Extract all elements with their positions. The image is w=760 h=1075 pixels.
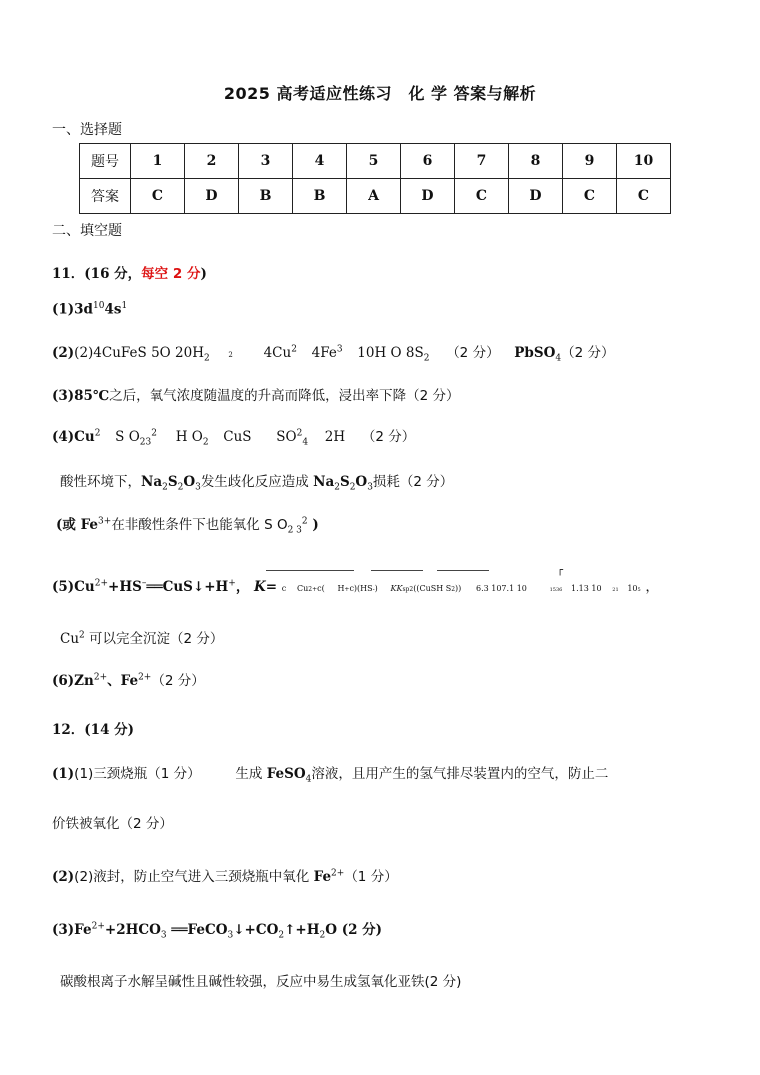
section-heading-choice: 一、选择题 bbox=[52, 122, 122, 138]
table-cell: C bbox=[455, 179, 509, 214]
q11-part5: $(5)Cu^{2+}+HS^-══CuS↓+H^+$， K= c Cu2+c( H+c)(HS-) KKsp2((CuSH S2)) 6.3 107.1 10 1536 1.13 10 21 105 ， bbox=[52, 578, 659, 595]
q11-part4: (4)Cu$^2$ S $O_{23}^2$ H $O_2$ CuS $SO^2_4$ 2H （2 分） bbox=[52, 428, 416, 448]
table-cell: D bbox=[185, 179, 239, 214]
bracket-mark: ┌ bbox=[557, 565, 564, 576]
q11-part6: $(6)Zn^{2+}$、$Fe^{2+}(2$ 分） bbox=[52, 672, 205, 689]
table-cell: C bbox=[563, 179, 617, 214]
table-cell: 10 bbox=[617, 144, 671, 179]
page-title: 2025 高考适应性练习 化 学 答案与解析 bbox=[223, 84, 537, 103]
table-row-label: 题号 bbox=[80, 144, 131, 179]
q11-part3: (3)85℃之后，氧气浓度随温度的升高而降低，浸出率下降（2 分） bbox=[52, 388, 460, 404]
q12-part1-cont: 价铁被氧化（2 分） bbox=[52, 816, 173, 832]
table-cell: 6 bbox=[401, 144, 455, 179]
table-row-numbers bbox=[80, 144, 671, 179]
section-heading-fill: 二、填空题 bbox=[52, 223, 122, 239]
q11-part5-conclusion: Cu$^2$ 可以完全沉淀（2 分） bbox=[60, 630, 224, 647]
table-cell: A bbox=[347, 179, 401, 214]
table-cell: B bbox=[293, 179, 347, 214]
table-cell: 9 bbox=[563, 144, 617, 179]
table-cell: 2 bbox=[185, 144, 239, 179]
q12-part3: $(3)Fe^{2+}+2HCO_3$ $══FeCO_3↓+CO_2↑+H_2O$ (2 分) bbox=[52, 921, 383, 941]
q11-part4-explain: 酸性环境下，$Na_2S_2O_3$发生歧化反应造成 $Na_2S_2O_3$损耗（2 分） bbox=[60, 474, 454, 493]
table-cell: 5 bbox=[347, 144, 401, 179]
table-cell: C bbox=[131, 179, 185, 214]
q12-heading: 12．(14 分) bbox=[52, 722, 135, 738]
fraction-bar bbox=[266, 570, 354, 571]
table-cell: 1 bbox=[131, 144, 185, 179]
table-cell: 4 bbox=[293, 144, 347, 179]
answer-table bbox=[79, 143, 671, 214]
q12-part2: (2)(2)液封，防止空气进入三颈烧瓶中氧化 $Fe^{2+}(1$ 分） bbox=[52, 868, 398, 885]
table-cell: 3 bbox=[239, 144, 293, 179]
table-row-answers bbox=[80, 179, 671, 214]
table-cell: C bbox=[617, 179, 671, 214]
table-cell: D bbox=[509, 179, 563, 214]
q11-part1: $(1)3d^{10}4s^1$ bbox=[52, 301, 128, 318]
table-cell: 8 bbox=[509, 144, 563, 179]
q12-part1: (1)(1)三颈烧瓶（1 分） 生成 FeSO$_4$溶液，且用产生的氢气排尽装置内的空气，防止二 bbox=[52, 766, 609, 785]
q11-part2: (2)(2)4CuFeS 5O $20H_2$ 2 4Cu$^2$ 4Fe$^3$ 10H O $8S_2$ （2 分） PbSO$_4$（2 分） bbox=[52, 344, 615, 364]
table-cell: B bbox=[239, 179, 293, 214]
q11-part4-alt: (或 $Fe^{3+}$在非酸性条件下也能氧化 S $O_{2 3}^2$ ) bbox=[56, 516, 319, 536]
fraction-bar bbox=[371, 570, 423, 571]
fraction-bar bbox=[437, 570, 489, 571]
table-cell: 7 bbox=[455, 144, 509, 179]
q12-part3-explain: 碳酸根离子水解呈碱性且碱性较强，反应中易生成氢氧化亚铁(2 分) bbox=[60, 974, 462, 990]
table-row-label: 答案 bbox=[80, 179, 131, 214]
table-cell: D bbox=[401, 179, 455, 214]
q11-heading: 11．(16 分，每空 2 分) bbox=[52, 266, 207, 282]
